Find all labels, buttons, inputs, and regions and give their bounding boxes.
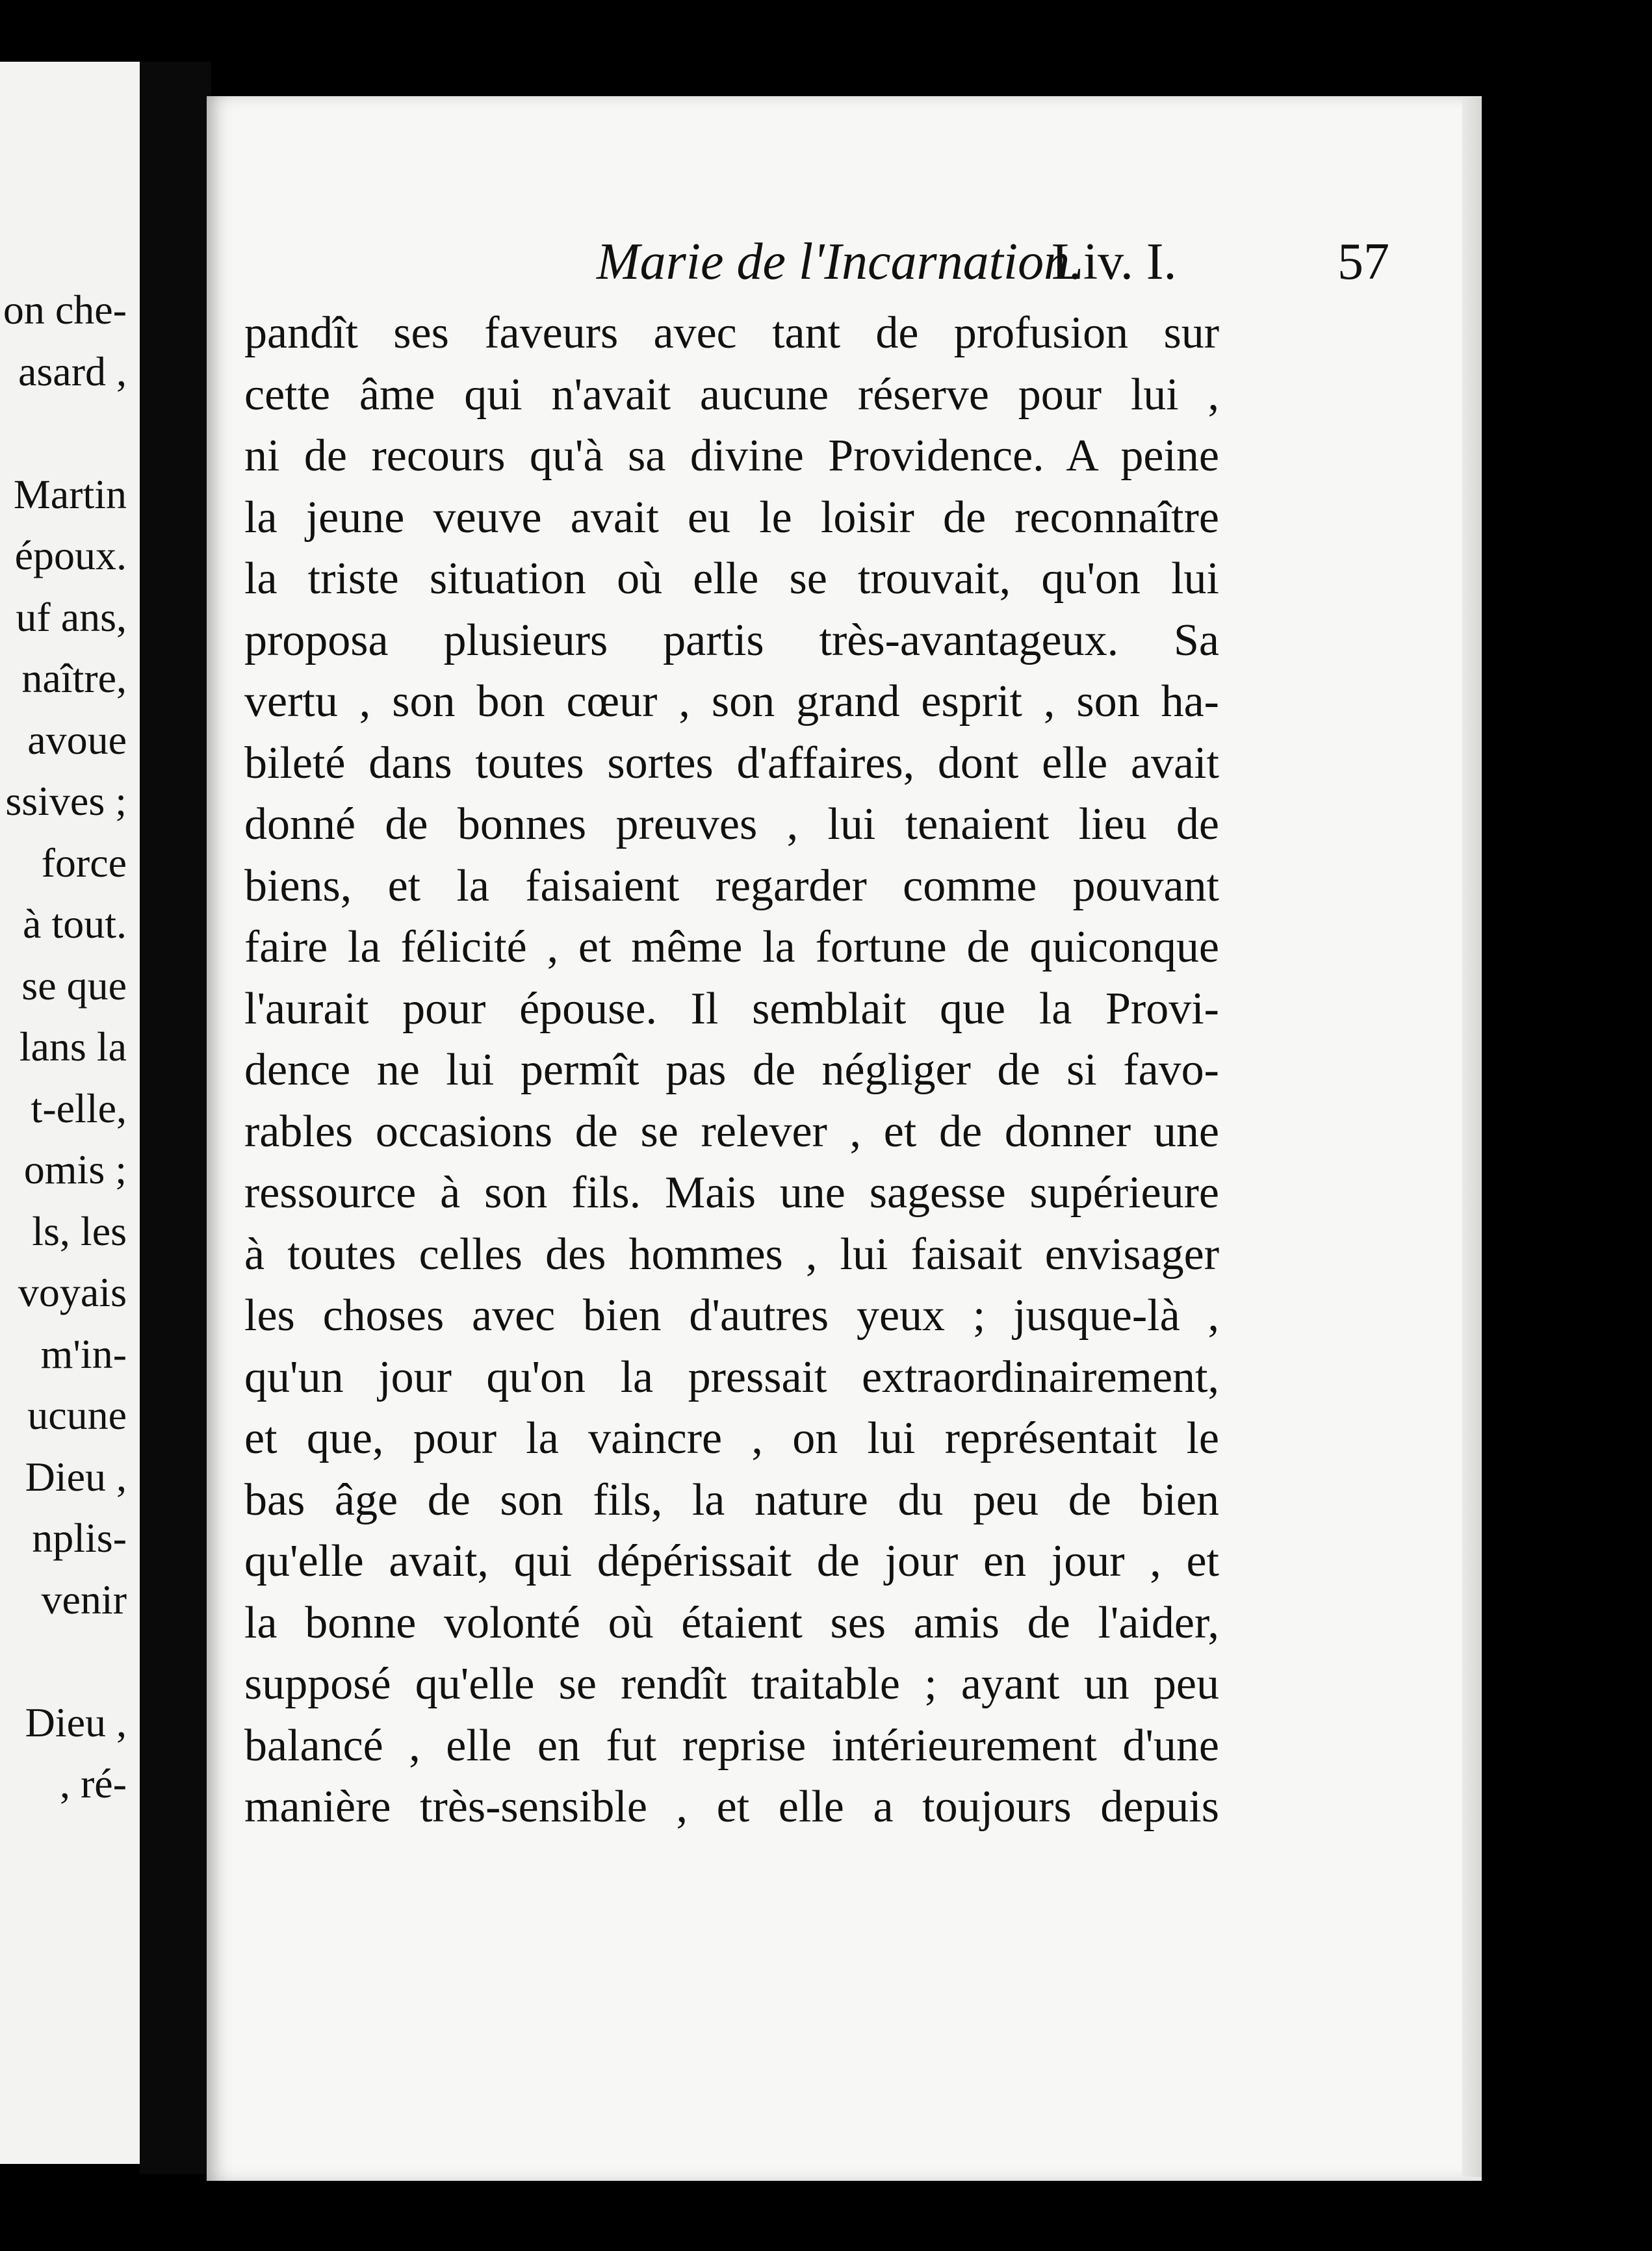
facing-page-line: avoue xyxy=(27,716,127,763)
text-line: dence ne lui permît pas de négliger de si favo- xyxy=(244,1045,1219,1095)
facing-page-line: ucune xyxy=(27,1392,127,1438)
facing-page-line: asard , xyxy=(18,348,127,394)
text-line: rables occasions de se relever , et de donner une xyxy=(244,1106,1219,1157)
text-line: proposa plusieurs partis très-avantageux. Sa xyxy=(244,615,1219,665)
running-header xyxy=(402,226,1389,298)
text-line: supposé qu'elle se rendît traitable ; ayant un peu xyxy=(244,1659,1219,1709)
text-line: l'aurait pour épouse. Il semblait que la Provi- xyxy=(244,983,1219,1034)
book-label: Liv. I. xyxy=(1052,233,1177,290)
text-line: pandît ses faveurs avec tant de profusion sur xyxy=(244,308,1219,358)
facing-page-fragment xyxy=(0,62,140,2164)
text-line: la triste situation où elle se trouvait, qu'on lui xyxy=(244,554,1219,604)
text-line: vertu , son bon cœur , son grand esprit , son ha- xyxy=(244,676,1219,727)
facing-page-line: t-elle, xyxy=(31,1085,127,1131)
book-binding-gutter xyxy=(140,62,211,2174)
facing-page-line: Dieu , xyxy=(25,1699,127,1745)
text-line: cette âme qui n'avait aucune réserve pour lui , xyxy=(244,369,1219,420)
text-line: ni de recours qu'à sa divine Providence. A peine xyxy=(244,431,1219,481)
facing-page-line: force xyxy=(41,839,127,886)
facing-page-line: on che- xyxy=(3,287,127,333)
text-line: manière très-sensible , et elle a toujours depuis xyxy=(244,1782,1219,1832)
facing-page-line: naître, xyxy=(21,655,127,701)
text-line: donné de bonnes preuves , lui tenaient lieu de xyxy=(244,799,1219,849)
text-line: faire la félicité , et même la fortune de quiconque xyxy=(244,922,1219,972)
facing-page-line: omis ; xyxy=(23,1146,127,1192)
facing-page-line: , ré- xyxy=(59,1760,127,1807)
facing-page-line: voyais xyxy=(18,1269,127,1315)
facing-page-line: lans la xyxy=(19,1023,127,1070)
body-text xyxy=(244,303,1219,1838)
facing-page-line: nplis- xyxy=(32,1515,127,1561)
facing-page-line: à tout. xyxy=(23,901,127,947)
text-line: bas âge de son fils, la nature du peu de bien xyxy=(244,1474,1219,1525)
facing-page-line: uf ans, xyxy=(16,593,127,640)
text-line: les choses avec bien d'autres yeux ; jusque-là , xyxy=(244,1291,1219,1341)
text-line: qu'un jour qu'on la pressait extraordinairement, xyxy=(244,1352,1219,1402)
text-line: la bonne volonté où étaient ses amis de l'aider, xyxy=(244,1597,1219,1648)
text-line: à toutes celles des hommes , lui faisait envisager xyxy=(244,1229,1219,1280)
text-line: bileté dans toutes sortes d'affaires, dont elle avait xyxy=(244,738,1219,788)
running-title: Marie de l'Incarnation. xyxy=(597,233,1083,290)
facing-page-line: Martin xyxy=(13,470,127,517)
facing-page-line: venir xyxy=(41,1576,127,1623)
facing-page-line: époux. xyxy=(14,532,127,578)
text-line: biens, et la faisaient regarder comme pouvant xyxy=(244,860,1219,911)
facing-page-line: ssives ; xyxy=(5,778,127,824)
text-line: balancé , elle en fut reprise intérieurement d'une xyxy=(244,1720,1219,1771)
text-line: et que, pour la vaincre , on lui représentait le xyxy=(244,1413,1219,1463)
text-line: la jeune veuve avait eu le loisir de reconnaître xyxy=(244,492,1219,543)
text-line: ressource à son fils. Mais une sagesse supérieure xyxy=(244,1168,1219,1218)
facing-page-line: Dieu , xyxy=(25,1453,127,1500)
book-page xyxy=(207,96,1482,2181)
text-line: qu'elle avait, qui dépérissait de jour en jour , et xyxy=(244,1536,1219,1586)
facing-page-line: se que xyxy=(21,962,127,1009)
page-edge xyxy=(1462,97,1482,2177)
facing-page-line: ls, les xyxy=(32,1207,127,1254)
facing-page-line: m'in- xyxy=(40,1330,127,1377)
facing-page-text xyxy=(0,62,140,2164)
page-number: 57 xyxy=(1337,233,1389,290)
